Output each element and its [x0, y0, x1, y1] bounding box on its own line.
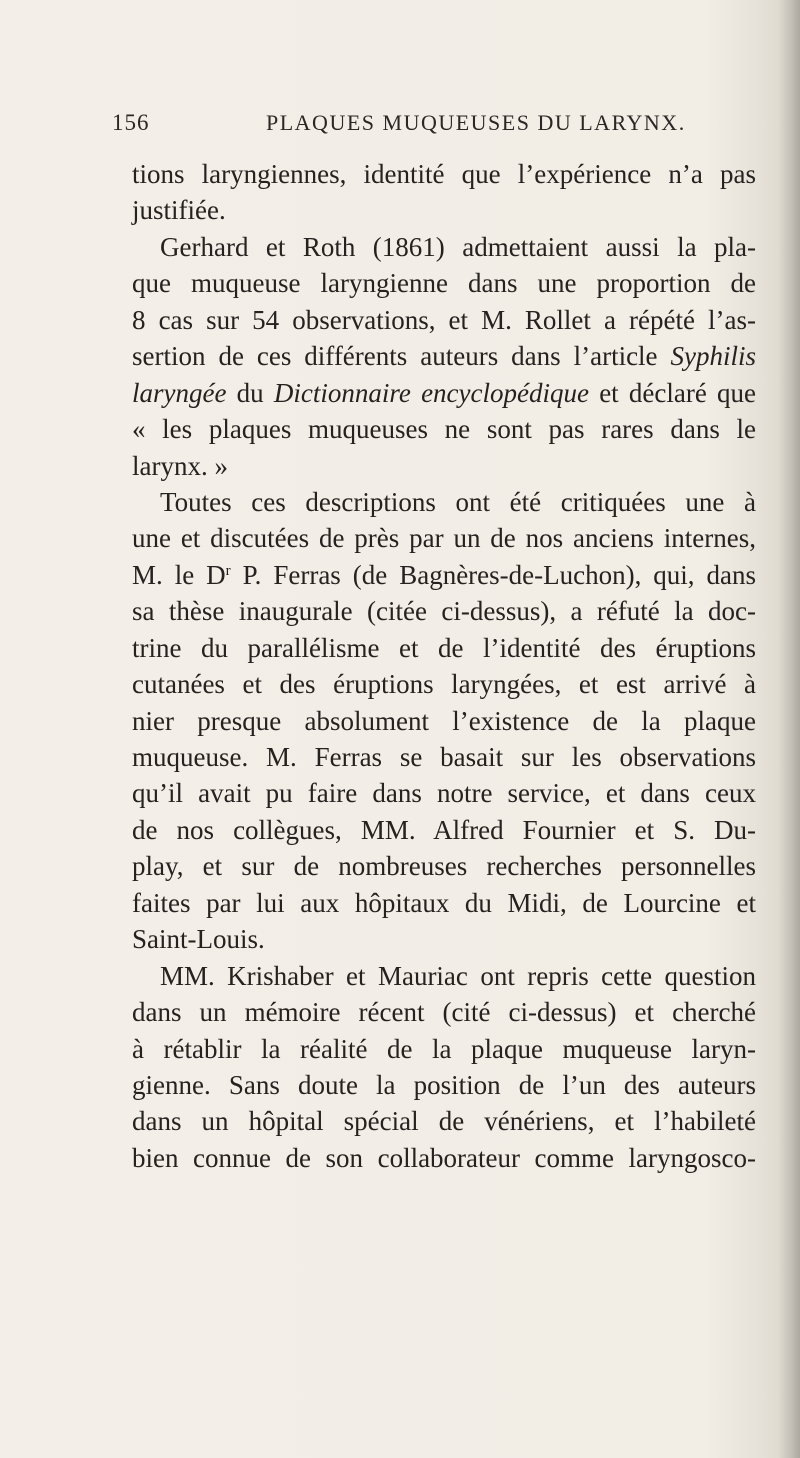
text-line: Toutes ces descriptions ont été critiquées une à	[160, 486, 756, 517]
text-line: play, et sur de nombreuses recherches personnelles	[132, 851, 756, 882]
text-segment: P. Ferras (de Bagnères-de-Luchon), qui, dans	[230, 559, 756, 590]
text-line: de nos collègues, MM. Alfred Fournier et S. Du-	[132, 814, 756, 845]
text-line: cutanées et des éruptions laryngées, et est arrivé à	[132, 669, 756, 700]
text-line: muqueuse. M. Ferras se basait sur les observations	[132, 742, 756, 772]
text-segment: du	[226, 377, 274, 408]
text-line: nier presque absolument l’existence de la plaque	[132, 705, 756, 736]
text-line: que muqueuse laryngienne dans une proportion de	[132, 268, 756, 299]
text-line: Saint-Louis.	[132, 924, 265, 955]
text-line	[132, 338, 756, 374]
superscript: r	[225, 562, 231, 579]
page-header	[112, 110, 752, 144]
text-line: justifiée.	[132, 195, 226, 226]
text-line: une et discutées de près par un de nos anciens internes,	[132, 523, 756, 554]
text-line: « les plaques muqueuses ne sont pas rares dans le	[132, 414, 756, 445]
text-line: Gerhard et Roth (1861) admettaient aussi la pla-	[160, 231, 756, 262]
text-line: bien connue de son collaborateur comme laryngosco-	[132, 1142, 756, 1173]
italic-term: laryngée	[132, 377, 227, 408]
page-number: 156	[112, 110, 150, 135]
text-line: trine du parallélisme et de l’identité des éruptions	[132, 632, 756, 663]
running-head: PLAQUES MUQUEUSES DU LARYNX.	[266, 110, 686, 135]
text-line: 8 cas sur 54 observations, et M. Rollet a répété l’as-	[132, 304, 756, 335]
text-line: dans un mémoire récent (cité ci-dessus) et cherché	[132, 997, 756, 1028]
text-line: faites par lui aux hôpitaux du Midi, de Lourcine et	[132, 887, 756, 918]
page-edge-shadow	[778, 0, 800, 1458]
italic-term: Dictionnaire encyclopédique	[273, 377, 589, 408]
text-line: gienne. Sans doute la position de l’un des auteurs	[132, 1069, 756, 1100]
text-line	[132, 557, 756, 593]
text-line: MM. Krishaber et Mauriac ont repris cette question	[160, 960, 756, 991]
text-segment: M. le D	[132, 559, 226, 590]
text-line: à rétablir la réalité de la plaque muqueuse laryn-	[132, 1033, 756, 1064]
text-line: larynx. »	[132, 450, 228, 481]
italic-term: Syphilis	[670, 341, 756, 372]
text-line: dans un hôpital spécial de vénériens, et l’habileté	[132, 1106, 756, 1137]
text-line	[132, 375, 756, 411]
body-text	[132, 156, 756, 1176]
text-line: tions laryngiennes, identité que l’expérience n’a pas	[132, 159, 756, 189]
text-line: qu’il avait pu faire dans notre service, et dans ceux	[132, 778, 756, 809]
text-line: sa thèse inaugurale (citée ci-dessus), a réfuté la doc-	[132, 596, 756, 627]
text-segment: sertion de ces différents auteurs dans l’article	[132, 341, 671, 372]
text-segment: et déclaré que	[588, 377, 756, 408]
